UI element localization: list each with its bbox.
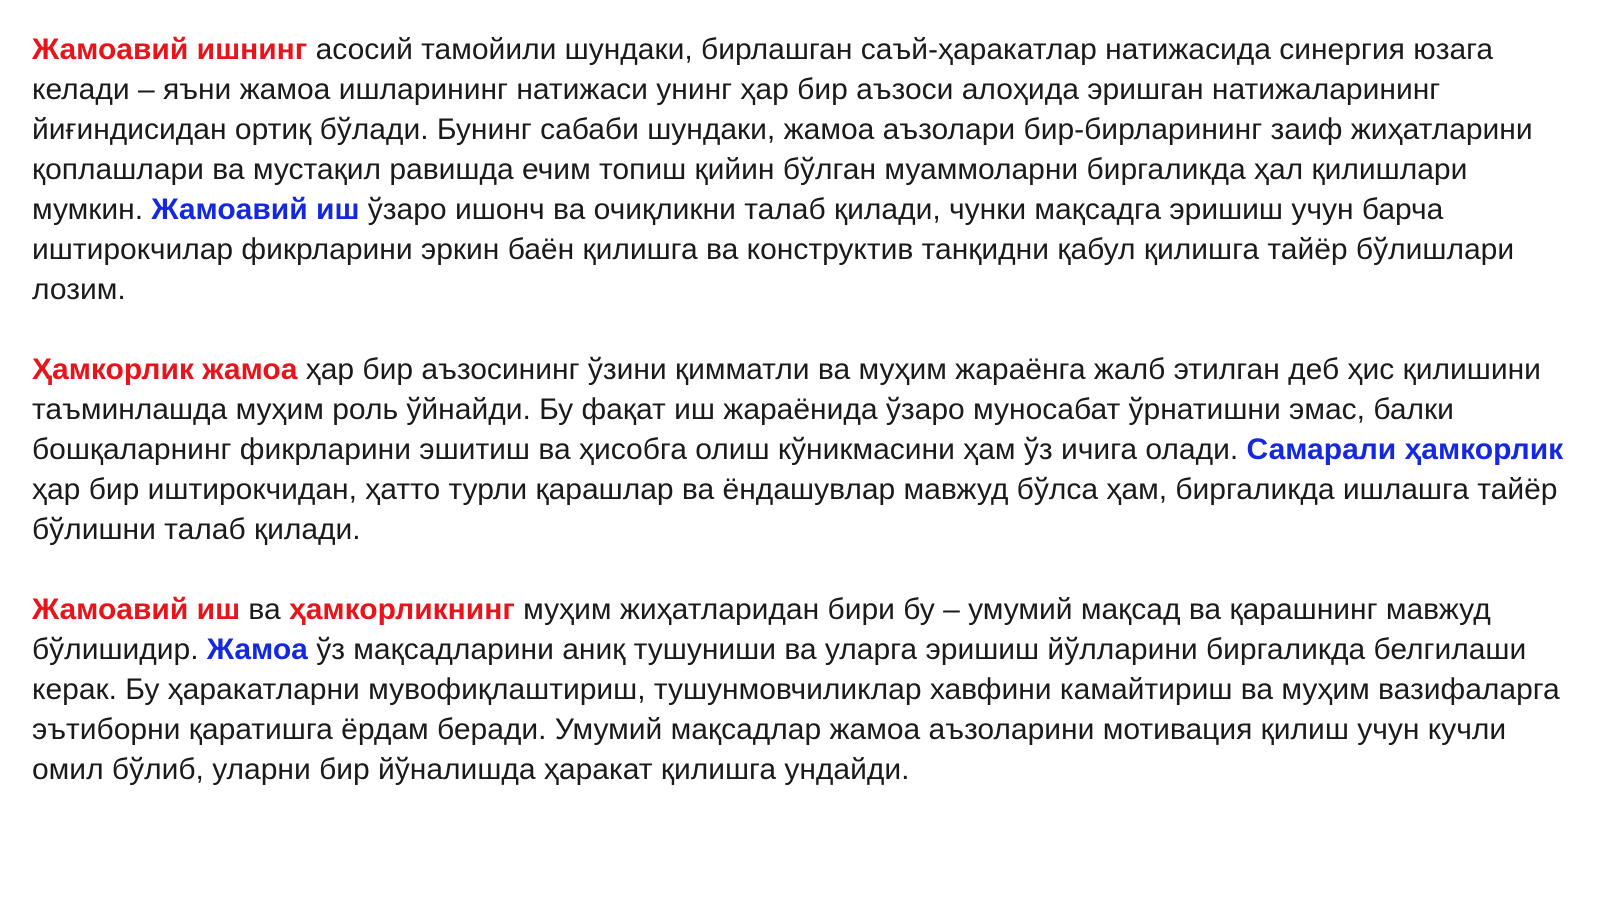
highlighted-term: Жамоавий иш [151, 193, 360, 226]
paragraph-text: ва [240, 593, 290, 626]
highlighted-term: Ҳамкорлик жамоа [32, 353, 298, 386]
highlighted-term: Самарали ҳамкорлик [1246, 433, 1564, 466]
highlighted-term: Жамоавий ишнинг [32, 33, 308, 66]
paragraph-collaboration [32, 350, 1572, 550]
paragraph-teamwork-synergy [32, 30, 1572, 310]
paragraph-text: ўзаро ишонч ва очиқликни талаб қилади, чунки мақсадга эришиш учун барча иштирокчилар фикрларини эркин баён қилишга ва конструктив танқидни қабул қилишга тайёр бўлишлари лозим. [32, 193, 1515, 306]
document-body [32, 30, 1572, 830]
highlighted-term: Жамоавий иш [32, 593, 241, 626]
paragraph-text: ҳар бир иштирокчидан, ҳатто турли қарашлар ва ёндашувлар мавжуд бўлса ҳам, биргаликда ишлашга тайёр бўлишни талаб қилади. [32, 473, 1558, 546]
paragraph-common-goal [32, 590, 1572, 790]
paragraph-text: ҳар бир аъзосининг ўзини қимматли ва муҳим жараёнга жалб этилган деб ҳис қилишини таъминлашда муҳим роль ўйнайди. Бу фақат иш жараёнида ўзаро муносабат ўрнатишни эмас, балки бошқаларнинг фикрларини эшитиш ва ҳисобга олиш кўникмасини ҳам ўз ичига олади. [32, 353, 1541, 466]
paragraph-text: асосий тамойили шундаки, бирлашган саъй-ҳаракатлар натижасида синергия юзага келади – яъни жамоа ишларининг натижаси унинг ҳар бир аъзоси алоҳида эришган натижаларининг йиғиндисидан ортиқ бўлади. Бунинг сабаби шундаки, жамоа аъзолари бир-бирларининг заиф жиҳатларини қоплашлари ва мустақил равишда ечим топиш қийин бўлган муаммоларни биргаликда ҳал қилишлари мумкин. [32, 33, 1533, 226]
paragraph-text: ўз мақсадларини аниқ тушуниши ва уларга эришиш йўлларини биргаликда белгилаши керак. Бу ҳаракатларни мувофиқлаштириш, тушунмовчиликлар хавфини камайтириш ва муҳим вазифаларга эътиборни қаратишга ёрдам беради. Умумий мақсадлар жамоа аъзоларини мотивация қилиш учун кучли омил бўлиб, уларни бир йўналишда ҳаракат қилишга ундайди. [32, 633, 1560, 786]
paragraph-text: муҳим жиҳатларидан бири бу – умумий мақсад ва қарашнинг мавжуд бўлишидир. [32, 593, 1491, 666]
highlighted-term: ҳамкорликнинг [289, 593, 515, 626]
highlighted-term: Жамоа [206, 633, 308, 666]
